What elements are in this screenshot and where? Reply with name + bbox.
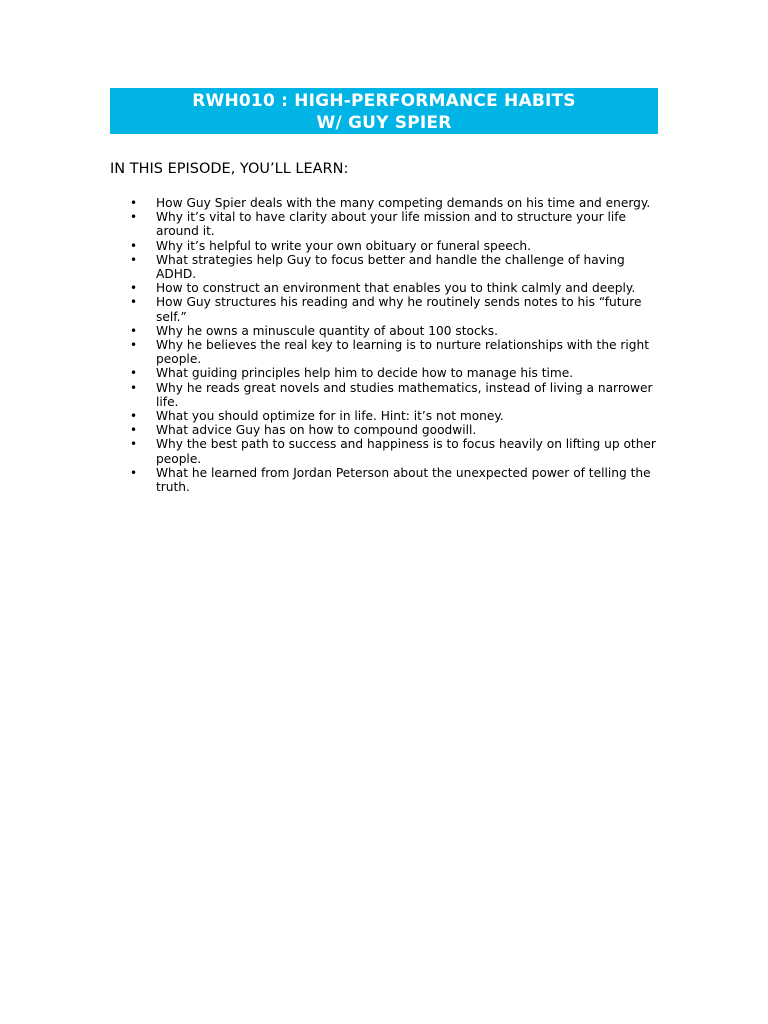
bullet-icon: • xyxy=(130,366,138,381)
list-item-text: What he learned from Jordan Peterson about the unexpected power of telling the truth. xyxy=(156,465,651,495)
list-item xyxy=(130,281,658,295)
list-item xyxy=(130,466,658,494)
list-item-text: What guiding principles help him to decide how to manage his time. xyxy=(156,366,574,381)
list-item xyxy=(130,196,658,210)
list-item-text: Why he owns a minuscule quantity of about 100 stocks. xyxy=(156,323,498,338)
list-item-text: How to construct an environment that enables you to think calmly and deeply. xyxy=(156,281,636,296)
title-banner xyxy=(110,88,658,134)
list-item-text: Why he believes the real key to learning is to nurture relationships with the right people. xyxy=(156,338,650,367)
list-item xyxy=(130,338,658,366)
list-item-text: Why it’s helpful to write your own obituary or funeral speech. xyxy=(156,238,532,253)
list-item-text: What you should optimize for in life. Hint: it’s not money. xyxy=(156,409,504,424)
list-item-text: What advice Guy has on how to compound goodwill. xyxy=(156,423,477,438)
bullet-icon: • xyxy=(130,210,138,225)
bullet-icon: • xyxy=(130,437,138,452)
bullet-icon: • xyxy=(130,380,138,395)
title-line-1: RWH010 : HIGH-PERFORMANCE HABITS xyxy=(192,91,576,111)
list-item-text: Why it’s vital to have clarity about your life mission and to structure your life around it. xyxy=(156,210,627,239)
list-item-text: What strategies help Guy to focus better and handle the challenge of having ADHD. xyxy=(156,252,625,282)
list-item-text: Why the best path to success and happiness is to focus heavily on lifting up other people. xyxy=(156,437,656,466)
bullet-icon: • xyxy=(130,295,138,310)
list-item xyxy=(130,239,658,253)
learning-points-list xyxy=(130,196,658,494)
list-item xyxy=(130,366,658,380)
bullet-icon: • xyxy=(130,323,138,338)
list-item xyxy=(130,423,658,437)
bullet-icon: • xyxy=(130,281,138,296)
bullet-icon: • xyxy=(130,238,138,253)
bullet-icon: • xyxy=(130,196,138,210)
list-item xyxy=(130,437,658,465)
intro-heading: IN THIS EPISODE, YOU’LL LEARN: xyxy=(110,161,349,177)
bullet-icon: • xyxy=(130,338,138,353)
bullet-icon: • xyxy=(130,409,138,424)
list-item xyxy=(130,295,658,323)
bullet-icon: • xyxy=(130,465,138,480)
list-item xyxy=(130,210,658,238)
list-item xyxy=(130,253,658,281)
list-item-text: Why he reads great novels and studies mathematics, instead of living a narrower life. xyxy=(156,380,653,409)
list-item-text: How Guy structures his reading and why he routinely sends notes to his “future self.” xyxy=(156,295,642,324)
list-item xyxy=(130,381,658,409)
bullet-icon: • xyxy=(130,423,138,438)
title-line-2: W/ GUY SPIER xyxy=(316,113,452,133)
list-item-text: How Guy Spier deals with the many competing demands on his time and energy. xyxy=(156,196,651,210)
list-item xyxy=(130,324,658,338)
bullet-icon: • xyxy=(130,252,138,267)
list-item xyxy=(130,409,658,423)
